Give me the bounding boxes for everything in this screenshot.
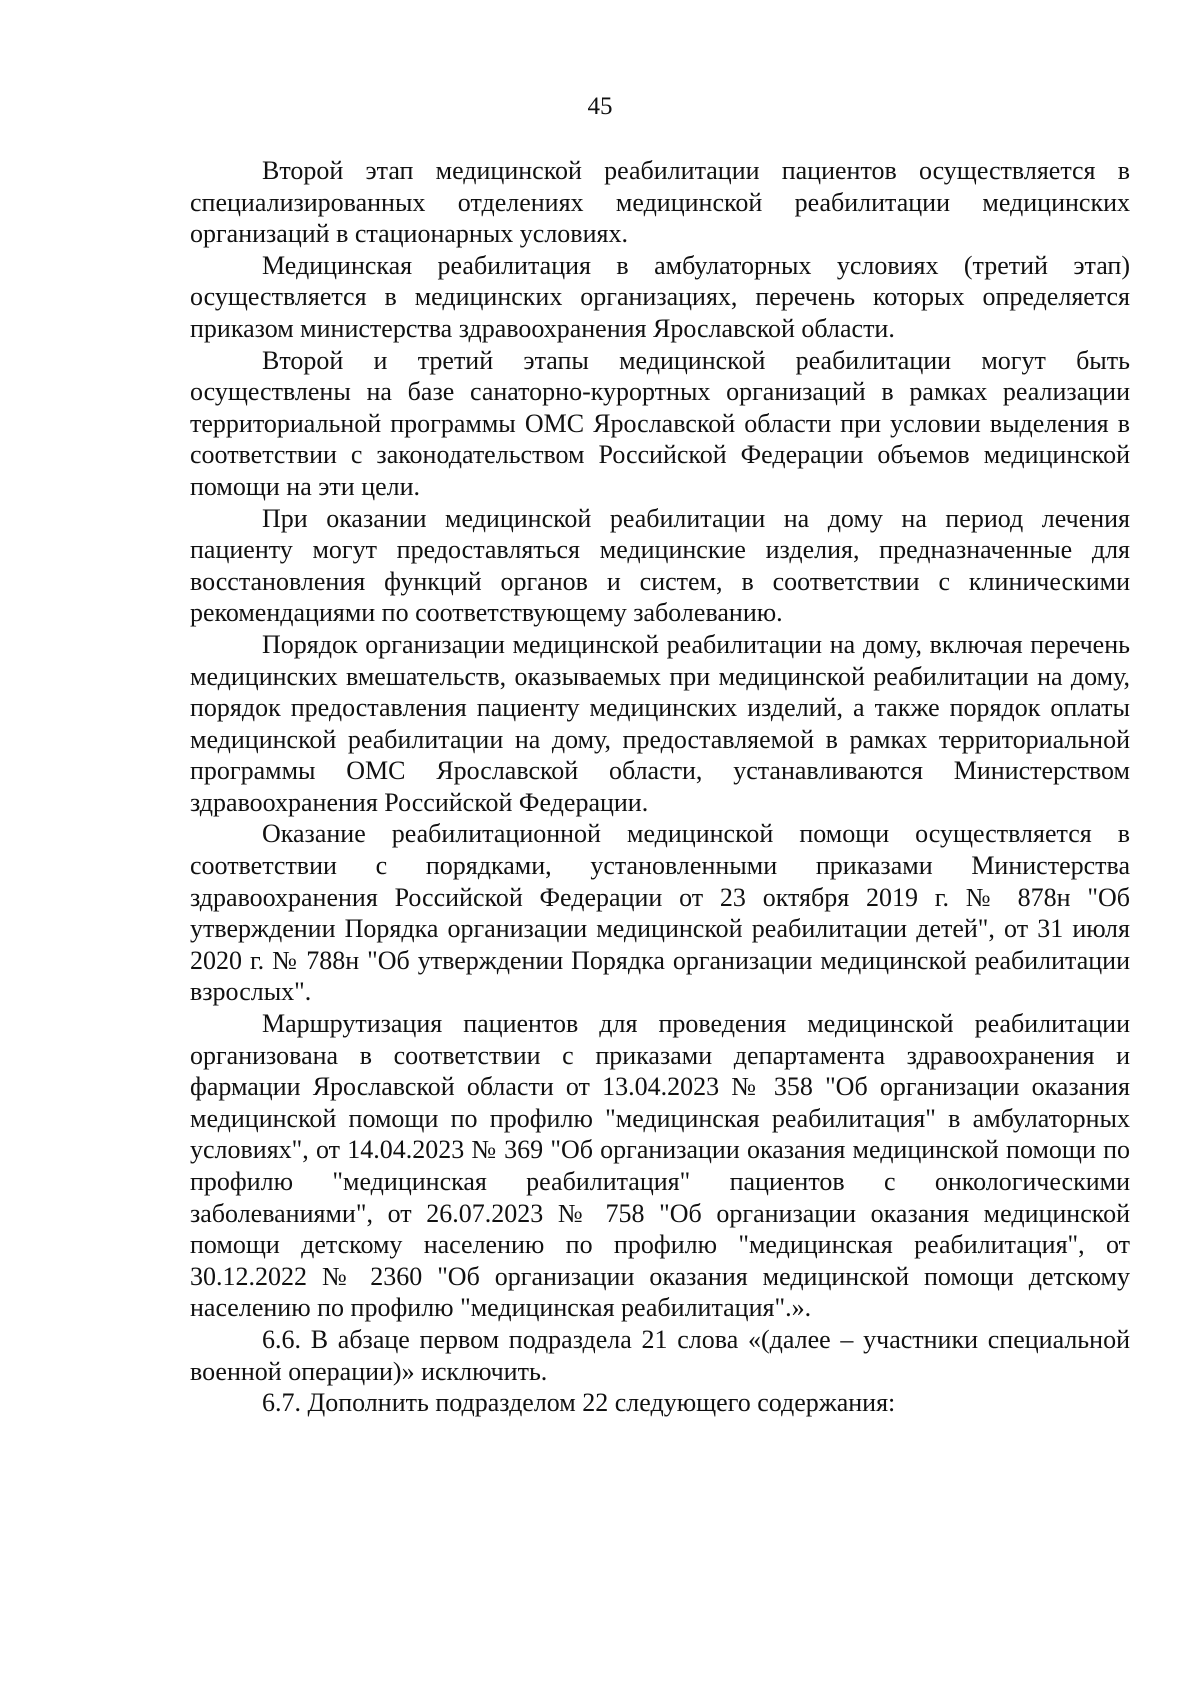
paragraph-home-rehabilitation-procedure: Порядок организации медицинской реабилитации на дому, включая перечень медицинских вмешательств, оказываемых при медицинской реабилитации на дому, порядок предоставления пациенту медицинских изделий, а также порядок оплаты медицинской реабилитации на дому, предоставляемой в рамках территориальной программы ОМС Ярославской области, устанавливаются Министерством здравоохранения Российской Федерации. [190, 629, 1130, 817]
paragraph-stage-two: Второй этап медицинской реабилитации пациентов осуществляется в специализированных отделениях медицинской реабилитации медицинских организаций в стационарных условиях. [190, 156, 1130, 249]
paragraph-sanatorium-stages: Второй и третий этапы медицинской реабилитации могут быть осуществлены на базе санаторно-курортных организаций в рамках реализации территориальной программы ОМС Ярославской области при условии выделения в соответствии с законодательством Российской Федерации объемов медицинской помощи на эти цели. [190, 345, 1130, 501]
document-body [190, 155, 1130, 1419]
paragraph-rehabilitation-orders: Оказание реабилитационной медицинской помощи осуществляется в соответствии с порядками, установленными приказами Министерства здравоохранения Российской Федерации от 23 октября 2019 г. № 878н "Об утверждении Порядка организации медицинской реабилитации детей", от 31 июля 2020 г. № 788н "Об утверждении Порядка организации медицинской реабилитации взрослых". [190, 819, 1130, 1007]
paragraph-patient-routing: Маршрутизация пациентов для проведения медицинской реабилитации организована в соответствии с приказами департамента здравоохранения и фармации Ярославской области от 13.04.2023 № 358 "Об организации оказания медицинской помощи по профилю "медицинская реабилитация" в амбулаторных условиях", от 14.04.2023 № 369 "Об организации оказания медицинской помощи по профилю "медицинская реабилитация" пациентов с онкологическими заболеваниями", от 26.07.2023 № 758 "Об организации оказания медицинской помощи детскому населению по профилю "медицинская реабилитация", от 30.12.2022 № 2360 "Об организации оказания медицинской помощи детскому населению по профилю "медицинская реабилитация".». [190, 1009, 1130, 1323]
paragraph-home-medical-devices: При оказании медицинской реабилитации на дому на период лечения пациенту могут предоставляться медицинские изделия, предназначенные для восстановления функций органов и систем, в соответствии с клиническими рекомендациями по соответствующему заболеванию. [190, 503, 1130, 628]
paragraph-item-6-7: 6.7. Дополнить подразделом 22 следующего содержания: [262, 1388, 896, 1418]
paragraph-outpatient-rehabilitation: Медицинская реабилитация в амбулаторных условиях (третий этап) осуществляется в медицинских организациях, перечень которых определяется приказом министерства здравоохранения Ярославской области. [190, 250, 1130, 343]
paragraph-item-6-6: 6.6. В абзаце первом подраздела 21 слова «(далее – участники специальной военной операции)» исключить. [190, 1324, 1130, 1386]
page-number: 45 [587, 93, 613, 120]
